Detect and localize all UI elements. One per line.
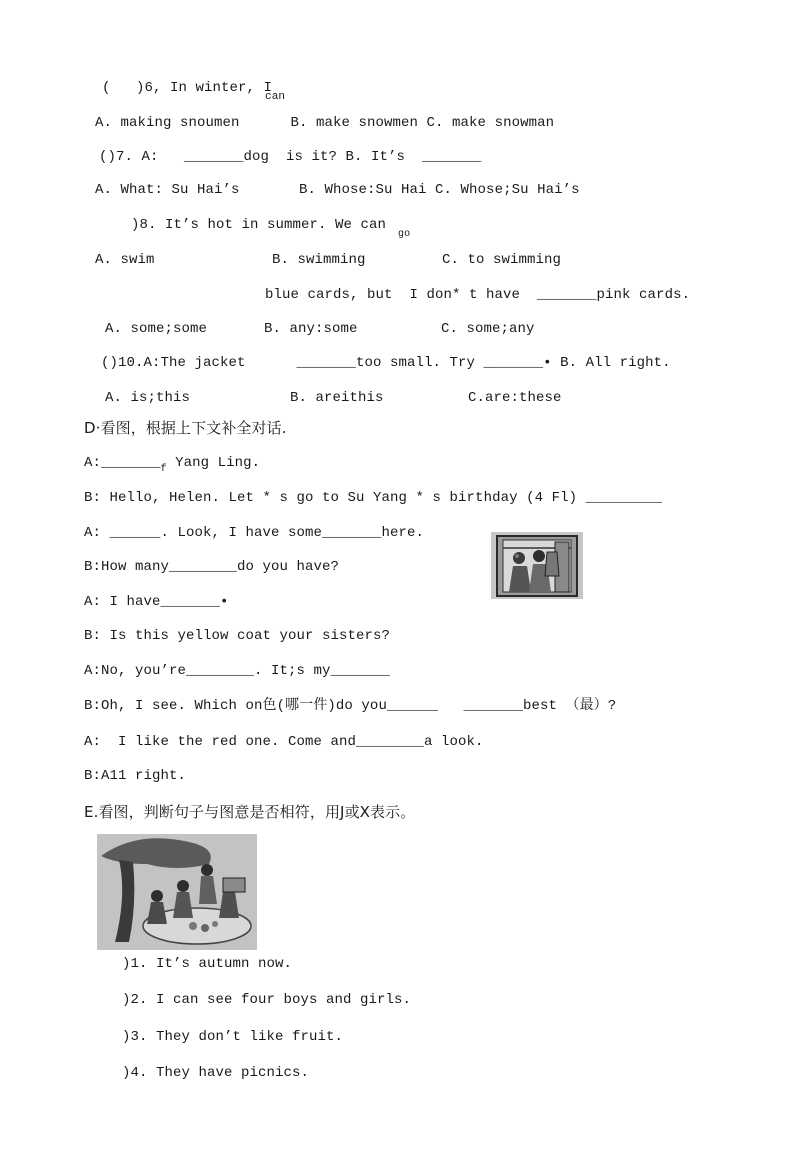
q8-option-a: A. swim (95, 252, 155, 268)
judge-item-2: )2. I can see four boys and girls. (122, 992, 412, 1008)
dialog-line-8: B:Oh, I see. Which on色(哪一件)do you______ _______best （最）? (84, 698, 617, 714)
q6-tail: can (265, 91, 286, 103)
q10-prompt: ()10.A:The jacket _______too small. Try _______• B. All right. (101, 355, 671, 371)
dialog-line-1-tail: Yang Ling. (166, 455, 261, 471)
wardrobe-illustration (491, 532, 583, 599)
q7-prompt: ()7. A: _______dog is it? B. It’s _______ (99, 149, 482, 165)
dialog-line-2: B: Hello, Helen. Let * s go to Su Yang * s birthday (4 Fl) _________ (84, 490, 663, 506)
dialog-line-4: B:How many________do you have? (84, 559, 340, 575)
q10-option-a: A. is;this (105, 390, 191, 406)
dialog-line-10: B:A11 right. (84, 768, 187, 784)
q6-prompt: ( )6, In winter, I (102, 80, 273, 96)
q9-option-c: C. some;any (441, 321, 535, 337)
judge-item-3: )3. They don’t like fruit. (122, 1029, 344, 1045)
dialog-line-1 (84, 454, 260, 479)
q9-prompt: blue cards, but I don* t have _______pink cards. (265, 287, 691, 303)
dialog-line-6: B: Is this yellow coat your sisters? (84, 628, 391, 644)
q9-option-b: B. any:some (264, 321, 358, 337)
section-d-heading: D·看图，根据上下文补全对话. (84, 419, 287, 437)
q8-option-c: C. to swimming (442, 252, 562, 268)
dialog-line-5: A: I have_______• (84, 594, 229, 610)
dialog-line-3: A: ______. Look, I have some_______here. (84, 525, 425, 541)
picnic-drawing (97, 834, 257, 950)
section-e-heading: E.看图，判断句子与图意是否相符，用J或X表示。 (84, 803, 416, 821)
q10-option-b: B. areithis (290, 390, 384, 406)
dialog-line-7: A:No, you’re________. It;s my_______ (84, 663, 391, 679)
dialog-line-9: A: I like the red one. Come and________a look. (84, 734, 484, 750)
picnic-illustration (97, 834, 257, 950)
q6-options: A. making snoumen B. make snowmen C. make snowman (95, 115, 555, 131)
q9-option-a: A. some;some (105, 321, 208, 337)
q7-options: A. What: Su Hai’s B. Whose:Su Hai C. Whose;Su Hai’s (95, 182, 580, 198)
judge-item-1: )1. It’s autumn now. (122, 956, 293, 972)
judge-item-4: )4. They have picnics. (122, 1065, 310, 1081)
q8-tail: go (398, 229, 411, 240)
q8-option-b: B. swimming (272, 252, 366, 268)
q10-option-c: C.are:these (468, 390, 562, 406)
wardrobe-drawing (491, 532, 583, 599)
q8-prompt: )8. It’s hot in summer. We can (131, 217, 387, 233)
dialog-line-1-blank: A:_______ (84, 455, 161, 471)
dialog-line-1-mark: f (160, 464, 167, 475)
